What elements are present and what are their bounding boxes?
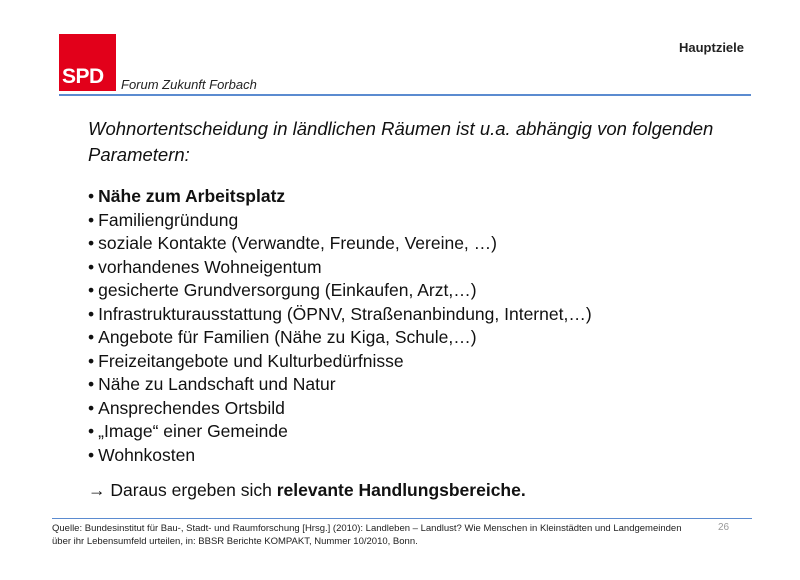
bullet-icon: • bbox=[88, 280, 95, 300]
bullet-icon: • bbox=[88, 233, 95, 253]
header-divider bbox=[59, 94, 751, 96]
list-item: • Nähe zu Landschaft und Natur bbox=[88, 374, 336, 394]
spd-logo bbox=[59, 34, 116, 91]
conclusion bbox=[88, 480, 526, 501]
list-item: • gesicherte Grundversorgung (Einkaufen, Arzt,…) bbox=[88, 280, 477, 300]
bullet-icon: • bbox=[88, 397, 95, 418]
footer-divider bbox=[52, 518, 752, 519]
list-item: • Angebote für Familien (Nähe zu Kiga, Schule,…) bbox=[88, 327, 477, 347]
intro-text: Wohnortentscheidung in ländlichen Räumen ist u.a. abhängig von folgenden Parametern: bbox=[88, 118, 714, 165]
list-item: • Ansprechendes Ortsbild bbox=[88, 397, 285, 418]
bullet-icon: • bbox=[88, 327, 95, 347]
list-item: • „Image“ einer Gemeinde bbox=[88, 421, 288, 441]
parameter-list bbox=[88, 185, 592, 467]
bullet-icon: • bbox=[88, 444, 95, 465]
conclusion-emphasis: relevante Handlungsbereiche. bbox=[276, 480, 526, 500]
arrow-right-icon: → bbox=[88, 480, 106, 500]
list-item: • soziale Kontakte (Verwandte, Freunde, Vereine, …) bbox=[88, 233, 497, 253]
bullet-icon: • bbox=[88, 209, 95, 230]
list-item: • Infrastrukturausstattung (ÖPNV, Straßenanbindung, Internet,…) bbox=[88, 303, 592, 324]
bullet-icon: • bbox=[88, 186, 95, 206]
page-number: 26 bbox=[718, 522, 730, 533]
section-title: Hauptziele bbox=[678, 40, 744, 55]
list-item: • Nähe zum Arbeitsplatz bbox=[88, 186, 286, 206]
list-item: • Wohnkosten bbox=[88, 444, 196, 465]
list-item: • vorhandenes Wohneigentum bbox=[88, 256, 322, 277]
spd-logo-text: SPD bbox=[62, 65, 104, 88]
list-item: • Familiengründung bbox=[88, 209, 239, 230]
forum-label: Forum Zukunft Forbach bbox=[121, 77, 257, 92]
bullet-icon: • bbox=[88, 256, 95, 277]
list-item: • Freizeitangebote und Kulturbedürfnisse bbox=[88, 350, 404, 371]
bullet-icon: • bbox=[88, 350, 95, 371]
bullet-icon: • bbox=[88, 374, 95, 394]
bullet-icon: • bbox=[88, 303, 95, 324]
conclusion-text: Daraus ergeben sich bbox=[110, 480, 272, 500]
source-citation: Quelle: Bundesinstitut für Bau-, Stadt- und Raumforschung [Hrsg.] (2010): Landleben – Landlust? Wie Menschen in Kleinstädten und Landgemeinden über ihr Lebensumfeld urteilen, in: BBSR Berichte KOMPAKT, Nummer 10/2010, Bonn. bbox=[52, 523, 682, 547]
bullet-icon: • bbox=[88, 421, 95, 441]
